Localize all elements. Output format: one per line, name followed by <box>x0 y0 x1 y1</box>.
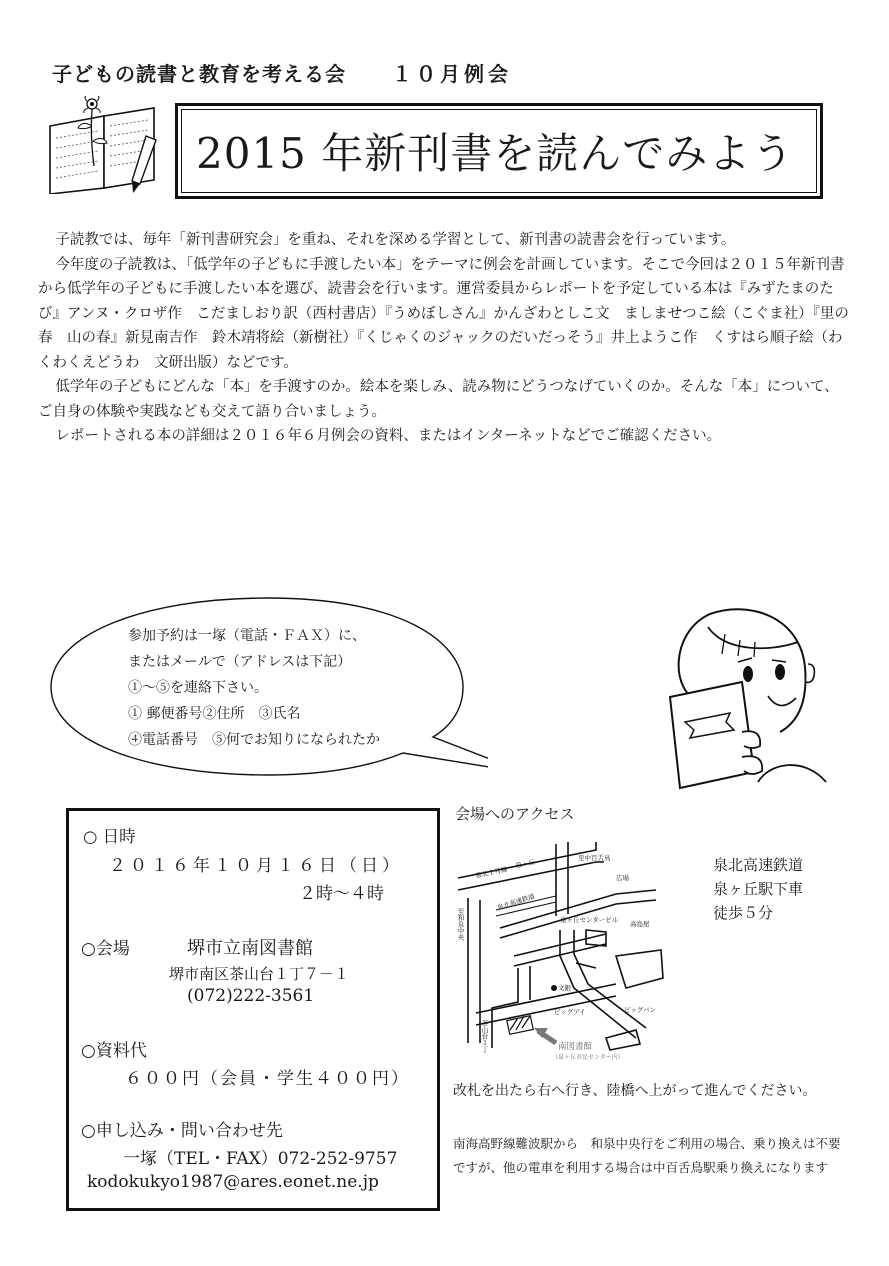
notebook-pencil-icon <box>46 96 166 194</box>
venue-name: 堺市立南図書館 <box>187 938 313 959</box>
contact-phone: 一塚（TEL・FAX）072-252-9757 <box>123 1149 398 1169</box>
intro-paragraph-2: 今年度の子読教は、「低学年の子どもに手渡したい本」をテーマに例会を計画しています。そこで今回は２０１５年新刊書から低学年の子どもに手渡したい本を選び、読書会を行います。運営委員からレポートを予定している本は『みずたまのたび』アンヌ・クロザ作 こだましおり訳（西村書店）『うめぼしさん』かんざわとしこ文 ましませつこ絵（こぐま社）『里の春 山の春』新見南吉作 鈴木靖将絵（新樹社）『くじゃくのジャックのだいだっそう』井上ようこ作 くすはら順子絵（わくわくえどうわ 文研出版）などです。 <box>38 256 849 371</box>
contact-email: kodokukyo1987@ares.eonet.ne.jp <box>87 1172 379 1192</box>
intro-paragraph-1: 子読教では、毎年「新刊書研究会」を重ね、それを深める学習として、新刊書の読書会を行っています。 <box>55 232 736 248</box>
reading-child-illustration <box>630 592 830 792</box>
contact-label: ○申し込み・問い合わせ先 <box>81 1121 283 1141</box>
map-label-bigpan: ビッグバン <box>624 1007 656 1014</box>
meeting-name: １０月例会 <box>392 62 512 86</box>
page-header <box>52 58 512 87</box>
title-frame <box>175 103 823 199</box>
date-label: ○ 日時 <box>83 827 136 846</box>
intro-paragraph-4: レポートされる本の詳細は２０１６年６月例会の資料、またはインターネットなどでご確認ください。 <box>55 428 722 444</box>
fee-amount: ６００円（会員・学生４００円） <box>125 1069 410 1089</box>
map-label-bank: 文銀 <box>558 985 571 992</box>
reservation-line-4: ① 郵便番号②住所 ③氏名 <box>128 706 301 722</box>
event-time: ２時～４時 <box>299 884 384 904</box>
intro-text <box>38 228 850 449</box>
map-label-railway: 泉北高速鉄道 <box>496 893 536 912</box>
map-label-bigi: ビッグアイ <box>554 1009 586 1016</box>
map-label-route-vertical: 至和泉中央 <box>456 908 464 941</box>
map-label-mozu: 至中百舌鳥 <box>578 855 611 862</box>
directions-paragraph: 改札を出たら右へ行き、陸橋へ上がって進んでください。 <box>453 1083 817 1099</box>
access-title: 会場へのアクセス <box>455 805 575 823</box>
map-label-chayama: 茶山台１丁 <box>480 1020 488 1053</box>
access-map <box>456 838 692 1066</box>
route-text <box>453 1132 848 1180</box>
reservation-line-2: またはメールで（アドレスは下記） <box>128 654 352 670</box>
venue-phone: (072)222-3561 <box>187 986 315 1006</box>
fee-label: ○資料代 <box>81 1041 147 1061</box>
station-info <box>713 853 803 925</box>
organization-name: 子どもの読書と教育を考える会 <box>52 62 346 86</box>
intro-paragraph-3: 低学年の子どもにどんな「本」を手渡すのか。絵本を楽しみ、読み物にどうつなげていくのか。そんな「本」について、ご自身の体験や実践なども交えて語り合いましょう。 <box>38 379 839 420</box>
venue-label: ○会場 <box>81 939 130 959</box>
reservation-line-1: 参加予約は一塚（電話・ＦＡＸ）に、 <box>128 628 366 644</box>
route-paragraph: 南海高野線難波駅から 和泉中央行をご利用の場合、乗り換えは不要ですが、他の電車を利用する場合は中百舌鳥駅乗り換えになります <box>453 1136 841 1175</box>
event-info-box <box>66 808 440 1211</box>
map-label-izumigaoka: 泉ヶ丘 <box>514 859 536 870</box>
reservation-text <box>128 623 380 753</box>
reservation-line-5: ④電話番号 ⑤何でお知りになられたか <box>128 732 380 748</box>
map-label-road1: 泉北１号線 <box>474 866 509 880</box>
walk-time: 徒歩５分 <box>713 904 774 922</box>
map-label-plaza: 広場 <box>616 875 629 882</box>
map-label-takashimaya: 高島屋 <box>630 921 650 928</box>
map-label-center: 泉ヶ丘センタービル <box>560 917 619 924</box>
directions-text <box>453 1078 843 1104</box>
station-name: 泉ヶ丘駅下車 <box>713 880 804 898</box>
station-line: 泉北高速鉄道 <box>713 856 804 874</box>
page-title: 2015 年新刊書を読んでみよう <box>181 109 817 193</box>
venue-address: 堺市南区茶山台１丁７－１ <box>169 965 350 983</box>
event-date: ２０１６年１０月１６日（日） <box>109 856 403 876</box>
reservation-line-3: ①～⑤を連絡下さい。 <box>128 680 268 696</box>
map-label-library: 南図書館 <box>558 1041 593 1051</box>
map-label-library-sub: （泉ヶ丘市民センター内） <box>552 1055 624 1061</box>
